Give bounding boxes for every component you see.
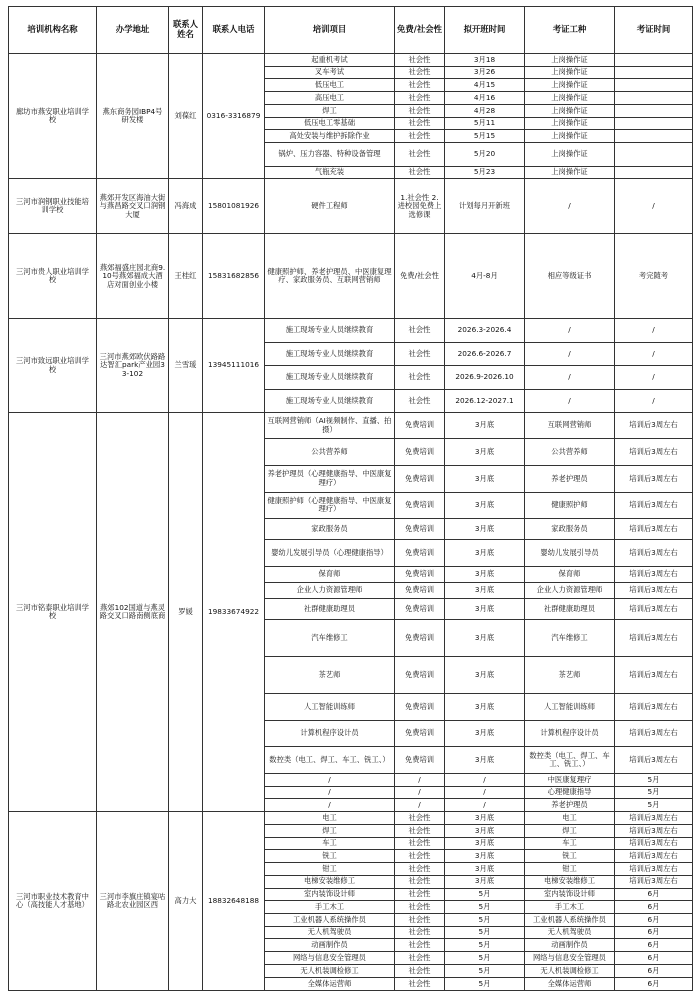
cert-type: 电梯安装维修工 — [525, 875, 615, 888]
training-project: 网络与信息安全管理员 — [265, 952, 395, 965]
start-time: 3月底 — [445, 619, 525, 656]
cert-type: 铣工 — [525, 850, 615, 863]
training-type: 社会性 — [395, 143, 445, 166]
cert-type: 互联网营销师 — [525, 412, 615, 439]
training-project: 保育师 — [265, 566, 395, 582]
training-project: 钳工 — [265, 863, 395, 876]
training-type: 社会性 — [395, 66, 445, 79]
training-project: / — [265, 773, 395, 786]
cert-time: 培训后3周左右 — [615, 850, 693, 863]
cert-time: / — [615, 366, 693, 389]
start-time: 3月底 — [445, 439, 525, 466]
org-name: 三河市贵人职业培训学校 — [9, 234, 97, 319]
contact-phone: 0316-3316879 — [203, 54, 265, 179]
cert-time — [615, 143, 693, 166]
training-project: / — [265, 786, 395, 799]
contact-phone: 19833674922 — [203, 412, 265, 811]
cert-type: / — [525, 366, 615, 389]
cert-time: 培训后3周左右 — [615, 439, 693, 466]
cert-type: 上岗操作证 — [525, 54, 615, 67]
start-time: 3月底 — [445, 566, 525, 582]
training-project: 硬件工程师 — [265, 179, 395, 234]
cert-type: 健康照护师 — [525, 492, 615, 519]
cert-time: 6月 — [615, 888, 693, 901]
cert-time: 培训后3周左右 — [615, 465, 693, 492]
start-time: 5月 — [445, 939, 525, 952]
cert-type: 汽车维修工 — [525, 619, 615, 656]
cert-time: 培训后3周左右 — [615, 619, 693, 656]
training-project: 社群健康助理员 — [265, 598, 395, 619]
col-header-contact: 联系人姓名 — [169, 7, 203, 54]
cert-time: 6月 — [615, 926, 693, 939]
cert-type: 茶艺师 — [525, 657, 615, 694]
table-row — [9, 412, 693, 439]
table-row — [9, 179, 693, 234]
training-type: 社会性 — [395, 366, 445, 389]
training-type: / — [395, 786, 445, 799]
training-project: 高处安装与维护拆除作业 — [265, 130, 395, 143]
training-type: 社会性 — [395, 952, 445, 965]
training-type: 免费培训 — [395, 694, 445, 721]
start-time: 5月 — [445, 977, 525, 990]
training-type: 社会性 — [395, 319, 445, 342]
cert-type: 养老护理员 — [525, 799, 615, 812]
start-time: 3月底 — [445, 824, 525, 837]
start-time: 3月底 — [445, 540, 525, 567]
start-time: 3月底 — [445, 747, 525, 774]
training-project: 全媒体运营师 — [265, 977, 395, 990]
cert-type: 中医康复理疗 — [525, 773, 615, 786]
cert-type: 上岗操作证 — [525, 104, 615, 117]
training-type: / — [395, 773, 445, 786]
training-project: 低压电工零基础 — [265, 117, 395, 130]
training-type: 社会性 — [395, 888, 445, 901]
training-type: 免费/社会性 — [395, 234, 445, 319]
training-project: 家政服务员 — [265, 519, 395, 540]
table-row — [9, 234, 693, 319]
start-time: 3月底 — [445, 465, 525, 492]
start-time: 3月底 — [445, 598, 525, 619]
training-type: 社会性 — [395, 964, 445, 977]
training-type: 免费培训 — [395, 598, 445, 619]
org-address: 三河市燕郊欧伏路路达智汇park产业园33-102 — [97, 319, 169, 412]
cert-time — [615, 117, 693, 130]
training-project: 数控类（电工、焊工、车工、铣工、） — [265, 747, 395, 774]
cert-type: 无人机装调检修工 — [525, 964, 615, 977]
training-project: 健康照护师（心理健康指导、中医康复理疗） — [265, 492, 395, 519]
training-project: 施工现场专业人员继续教育 — [265, 389, 395, 412]
cert-type: 心理健康指导 — [525, 786, 615, 799]
cert-type: 公共营养师 — [525, 439, 615, 466]
cert-type: 动画制作员 — [525, 939, 615, 952]
contact-name: 罗媛 — [169, 412, 203, 811]
training-type: 社会性 — [395, 824, 445, 837]
training-type: 免费培训 — [395, 566, 445, 582]
contact-name: 兰雪瑗 — [169, 319, 203, 412]
cert-type: 相应等级证书 — [525, 234, 615, 319]
cert-time: 培训后3周左右 — [615, 824, 693, 837]
training-type: 社会性 — [395, 863, 445, 876]
start-time: 5月 — [445, 926, 525, 939]
start-time: 3月底 — [445, 812, 525, 825]
training-type: 免费培训 — [395, 657, 445, 694]
training-project: 气瓶充装 — [265, 166, 395, 179]
training-project: 婴幼儿发展引导员（心理健康指导） — [265, 540, 395, 567]
training-schedule-table — [8, 6, 693, 991]
cert-type: 上岗操作证 — [525, 143, 615, 166]
training-project: 焊工 — [265, 824, 395, 837]
cert-type: 无人机驾驶员 — [525, 926, 615, 939]
training-project: 无人机驾驶员 — [265, 926, 395, 939]
org-name: 三河市润钢职业技能培训学校 — [9, 179, 97, 234]
training-project: 计算机程序设计员 — [265, 720, 395, 747]
training-type: 社会性 — [395, 926, 445, 939]
training-project: 互联网营销师（AI视频制作、直播、拍摄） — [265, 412, 395, 439]
training-type: 社会性 — [395, 117, 445, 130]
cert-time: 培训后3周左右 — [615, 694, 693, 721]
training-project: 施工现场专业人员继续教育 — [265, 342, 395, 365]
cert-type: 社群健康助理员 — [525, 598, 615, 619]
training-type: 免费培训 — [395, 747, 445, 774]
training-project: 低压电工 — [265, 79, 395, 92]
training-project: 铣工 — [265, 850, 395, 863]
training-type: 免费培训 — [395, 519, 445, 540]
training-project: 锅炉、压力容器、特种设备管理 — [265, 143, 395, 166]
cert-time: 培训后3周左右 — [615, 657, 693, 694]
training-type: 免费培训 — [395, 465, 445, 492]
col-header-address: 办学地址 — [97, 7, 169, 54]
cert-time: 培训后3周左右 — [615, 540, 693, 567]
cert-time: 培训后3周左右 — [615, 812, 693, 825]
cert-time: 培训后3周左右 — [615, 492, 693, 519]
cert-type: 焊工 — [525, 824, 615, 837]
cert-time — [615, 130, 693, 143]
start-time: 2026.12-2027.1 — [445, 389, 525, 412]
training-type: 社会性 — [395, 875, 445, 888]
training-type: 免费培训 — [395, 619, 445, 656]
start-time: 3月底 — [445, 519, 525, 540]
training-type: 社会性 — [395, 901, 445, 914]
training-type: 免费培训 — [395, 540, 445, 567]
start-time: 3月26 — [445, 66, 525, 79]
org-name: 廊坊市燕安职业培训学校 — [9, 54, 97, 179]
cert-time: 6月 — [615, 914, 693, 927]
cert-type: 车工 — [525, 837, 615, 850]
cert-time: 培训后3周左右 — [615, 412, 693, 439]
org-name: 三河市致远职业培训学校 — [9, 319, 97, 412]
col-header-cert: 考证工种 — [525, 7, 615, 54]
start-time: 3月底 — [445, 837, 525, 850]
cert-type: 企业人力资源管理师 — [525, 582, 615, 598]
start-time: 3月底 — [445, 412, 525, 439]
col-header-start: 拟开班时间 — [445, 7, 525, 54]
start-time: 4月15 — [445, 79, 525, 92]
cert-time: / — [615, 389, 693, 412]
training-project: 施工现场专业人员继续教育 — [265, 319, 395, 342]
training-type: 社会性 — [395, 104, 445, 117]
cert-type: / — [525, 389, 615, 412]
start-time: 5月 — [445, 888, 525, 901]
cert-time: / — [615, 179, 693, 234]
cert-time: 6月 — [615, 964, 693, 977]
cert-type: 室内装饰设计师 — [525, 888, 615, 901]
training-project: 焊工 — [265, 104, 395, 117]
start-time: 3月底 — [445, 850, 525, 863]
cert-time — [615, 166, 693, 179]
training-type: 免费培训 — [395, 720, 445, 747]
start-time: 3月底 — [445, 582, 525, 598]
table-row — [9, 812, 693, 825]
training-type: 社会性 — [395, 92, 445, 105]
start-time: 5月 — [445, 914, 525, 927]
training-project: 无人机装调检修工 — [265, 964, 395, 977]
cert-type: 电工 — [525, 812, 615, 825]
cert-type: 婴幼儿发展引导员 — [525, 540, 615, 567]
start-time: 5月 — [445, 952, 525, 965]
training-project: 叉车考试 — [265, 66, 395, 79]
cert-time: 培训后3周左右 — [615, 875, 693, 888]
training-type: 社会性 — [395, 850, 445, 863]
start-time: 2026.9-2026.10 — [445, 366, 525, 389]
training-project: 工业机器人系统操作员 — [265, 914, 395, 927]
header-row — [9, 7, 693, 54]
col-header-type: 免费/社会性 — [395, 7, 445, 54]
table-row — [9, 54, 693, 67]
start-time: 3月底 — [445, 492, 525, 519]
start-time: 3月底 — [445, 694, 525, 721]
start-time: 5月 — [445, 964, 525, 977]
cert-type: 工业机器人系统操作员 — [525, 914, 615, 927]
training-project: 茶艺师 — [265, 657, 395, 694]
start-time: 3月底 — [445, 657, 525, 694]
cert-type: / — [525, 179, 615, 234]
training-type: 免费培训 — [395, 439, 445, 466]
table-row — [9, 319, 693, 342]
cert-time: 培训后3周左右 — [615, 566, 693, 582]
training-project: 车工 — [265, 837, 395, 850]
contact-phone: 15831682856 — [203, 234, 265, 319]
training-project: 汽车维修工 — [265, 619, 395, 656]
table-body — [9, 54, 693, 991]
contact-name: 冯海成 — [169, 179, 203, 234]
training-project: 室内装饰设计师 — [265, 888, 395, 901]
contact-name: 高力大 — [169, 812, 203, 991]
cert-time: 5月 — [615, 773, 693, 786]
training-type: 社会性 — [395, 342, 445, 365]
training-type: 社会性 — [395, 130, 445, 143]
training-project: / — [265, 799, 395, 812]
cert-type: 上岗操作证 — [525, 117, 615, 130]
training-project: 动画制作员 — [265, 939, 395, 952]
cert-time: 培训后3周左右 — [615, 598, 693, 619]
cert-type: 手工木工 — [525, 901, 615, 914]
training-type: 免费培训 — [395, 412, 445, 439]
cert-type: 家政服务员 — [525, 519, 615, 540]
cert-type: 数控类（电工、焊工、车工、铣工、） — [525, 747, 615, 774]
start-time: 4月16 — [445, 92, 525, 105]
start-time: 计划每月开新班 — [445, 179, 525, 234]
org-address: 燕东商务园IBP4号研发楼 — [97, 54, 169, 179]
training-type: 社会性 — [395, 837, 445, 850]
training-project: 电梯安装维修工 — [265, 875, 395, 888]
contact-name: 王桂红 — [169, 234, 203, 319]
org-address: 燕郊102国道与燕灵路交叉口路南侧底商 — [97, 412, 169, 811]
org-address: 燕郊福盛庄园北商9.10号燕郊福成大酒店对面创业小楼 — [97, 234, 169, 319]
start-time: 4月28 — [445, 104, 525, 117]
org-address: 三河市李旗庄镇宴咕路北农业园区西 — [97, 812, 169, 991]
col-header-phone: 联系人电话 — [203, 7, 265, 54]
cert-type: 网络与信息安全管理员 — [525, 952, 615, 965]
cert-time: 培训后3周左右 — [615, 837, 693, 850]
cert-time: 6月 — [615, 977, 693, 990]
training-type: 免费培训 — [395, 492, 445, 519]
cert-type: 上岗操作证 — [525, 130, 615, 143]
start-time: 4月-8月 — [445, 234, 525, 319]
training-type: 社会性 — [395, 914, 445, 927]
start-time: 5月11 — [445, 117, 525, 130]
training-project: 养老护理员（心理健康指导、中医康复理疗） — [265, 465, 395, 492]
cert-type: 上岗操作证 — [525, 79, 615, 92]
org-name: 三河市职业技术教育中心（高技能人才基地） — [9, 812, 97, 991]
training-type: 社会性 — [395, 79, 445, 92]
training-project: 公共营养师 — [265, 439, 395, 466]
cert-time — [615, 66, 693, 79]
cert-time: / — [615, 319, 693, 342]
cert-time: 培训后3周左右 — [615, 747, 693, 774]
start-time: 3月底 — [445, 875, 525, 888]
training-project: 健康照护师、养老护理员、中医康复理疗、家政服务员、互联网营销师 — [265, 234, 395, 319]
cert-time: 培训后3周左右 — [615, 720, 693, 747]
cert-time: 培训后3周左右 — [615, 582, 693, 598]
cert-time: 6月 — [615, 901, 693, 914]
cert-time: 5月 — [615, 799, 693, 812]
start-time: 3月底 — [445, 863, 525, 876]
cert-type: / — [525, 319, 615, 342]
col-header-org: 培训机构名称 — [9, 7, 97, 54]
contact-phone: 15801081926 — [203, 179, 265, 234]
start-time: 3月18 — [445, 54, 525, 67]
cert-time: 6月 — [615, 939, 693, 952]
start-time: 5月20 — [445, 143, 525, 166]
training-type: 社会性 — [395, 977, 445, 990]
start-time: / — [445, 773, 525, 786]
cert-type: 保育师 — [525, 566, 615, 582]
cert-time: 5月 — [615, 786, 693, 799]
training-project: 企业人力资源管理师 — [265, 582, 395, 598]
training-type: / — [395, 799, 445, 812]
cert-type: 全媒体运营师 — [525, 977, 615, 990]
start-time: 5月15 — [445, 130, 525, 143]
training-project: 施工现场专业人员继续教育 — [265, 366, 395, 389]
start-time: 2026.3-2026.4 — [445, 319, 525, 342]
cert-type: 钳工 — [525, 863, 615, 876]
training-project: 人工智能训练师 — [265, 694, 395, 721]
training-type: 免费培训 — [395, 582, 445, 598]
cert-time: / — [615, 342, 693, 365]
cert-type: 上岗操作证 — [525, 66, 615, 79]
start-time: / — [445, 786, 525, 799]
training-type: 社会性 — [395, 389, 445, 412]
training-project: 电工 — [265, 812, 395, 825]
start-time: 2026.6-2026.7 — [445, 342, 525, 365]
cert-time: 考完随考 — [615, 234, 693, 319]
start-time: 5月23 — [445, 166, 525, 179]
training-type: 社会性 — [395, 54, 445, 67]
start-time: / — [445, 799, 525, 812]
cert-time — [615, 92, 693, 105]
cert-type: 养老护理员 — [525, 465, 615, 492]
cert-time: 培训后3周左右 — [615, 863, 693, 876]
cert-time: 培训后3周左右 — [615, 519, 693, 540]
training-type: 1.社会性 2.进校园免费上选修课 — [395, 179, 445, 234]
col-header-cert-time: 考证时间 — [615, 7, 693, 54]
cert-type: 上岗操作证 — [525, 92, 615, 105]
start-time: 3月底 — [445, 720, 525, 747]
contact-name: 刘葆红 — [169, 54, 203, 179]
training-project: 手工木工 — [265, 901, 395, 914]
cert-time — [615, 104, 693, 117]
training-project: 高压电工 — [265, 92, 395, 105]
org-name: 三河市铭泰职业培训学校 — [9, 412, 97, 811]
training-type: 社会性 — [395, 939, 445, 952]
org-address: 燕郊开发区海油大街与燕昌路交叉口润钢大厦 — [97, 179, 169, 234]
cert-type: 人工智能训练师 — [525, 694, 615, 721]
training-type: 社会性 — [395, 812, 445, 825]
cert-type: 上岗操作证 — [525, 166, 615, 179]
cert-time: 6月 — [615, 952, 693, 965]
col-header-project: 培训项目 — [265, 7, 395, 54]
training-type: 社会性 — [395, 166, 445, 179]
cert-time — [615, 79, 693, 92]
start-time: 5月 — [445, 901, 525, 914]
cert-type: 计算机程序设计员 — [525, 720, 615, 747]
contact-phone: 13945111016 — [203, 319, 265, 412]
training-project: 起重机考试 — [265, 54, 395, 67]
cert-type: / — [525, 342, 615, 365]
contact-phone: 18832648188 — [203, 812, 265, 991]
cert-time — [615, 54, 693, 67]
